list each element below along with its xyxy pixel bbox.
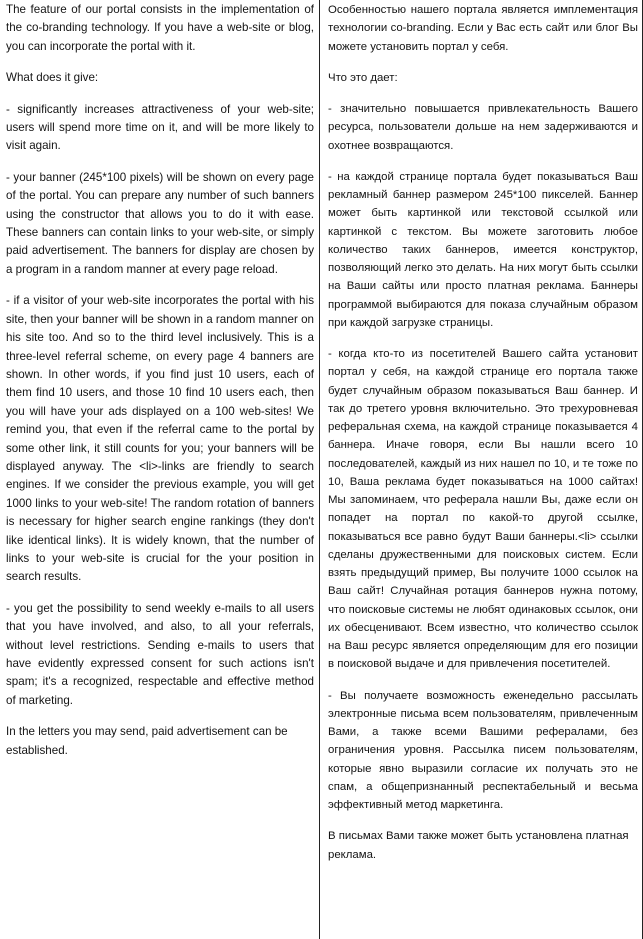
english-column [0, 0, 320, 939]
en-paragraph-emails: - you get the possibility to send weekly e-mails to all users that you have involved, and also, to all your referrals, without level restrictions. Sending e-mails to users that have evidently expressed consent for such actions isn't spam; it's a recognized, respectable and effective method of marketing. [6, 601, 314, 707]
ru-paragraph-letters: В письмах Вами также может быть установлена платная реклама. [328, 830, 629, 861]
en-paragraph-question: What does it give: [6, 71, 99, 85]
en-paragraph-referral: - if a visitor of your web-site incorporates the portal with his site, then your banner will be shown in a random manner on his site too. And so to the third level inclusively. This is a three-level referral scheme, on every page 4 banners are shown. In other words, if you find just 10 users, each of them find 10 users, and those 10 find 10 users each, then you will have your ads displayed on a 100 web-sites! We remind you, that even if the referral came to the portal by some other link, it still counts for you; your banners will be displayed anyway. The <li>-links are friendly to search engines. If we consider the previous example, you will get 1000 links to your web-site! The random rotation of banners is necessary for higher search engine rankings (they don't like identical links). It is widely known, that the number of links to your web-site is crucial for the your position in search results. [6, 294, 314, 584]
column-divider [319, 0, 320, 939]
ru-paragraph-banner: - на каждой странице портала будет показываться Ваш рекламный баннер размером 245*100 пикселей. Баннер может быть картинкой или текстовой ссылкой или картинкой с текстом. Вы можете заготовить любое количество таких баннеров, имеется конструктор, позволяющий легко это делать. На них могут быть ссылки на Ваши сайты или просто платная реклама. Баннеры программой выбираются для показа случайным образом при каждой загрузке страницы. [328, 170, 638, 329]
ru-paragraph-question: Что это дает: [328, 71, 398, 84]
en-paragraph-intro: The feature of our portal consists in the implementation of the co-branding technology. If you have a web-site or blog, you can incorporate the portal with it. [6, 3, 314, 53]
ru-paragraph-attractiveness: - значительно повышается привлекательность Вашего ресурса, пользователи дольше на нем задерживаются и охотнее возвращаются. [328, 103, 638, 152]
russian-column [320, 0, 643, 939]
en-paragraph-letters: In the letters you may send, paid advertisement can be established. [6, 725, 288, 757]
en-paragraph-attractiveness: - significantly increases attractiveness of your web-site; users will spend more time on it, and will be more likely to visit again. [6, 102, 314, 153]
ru-paragraph-referral: - когда кто-то из посетителей Вашего сайта установит портал у себя, на каждой странице его портала также будет случайным образом показываться Ваш баннер. И так до третего уровня включительно. Это трехуровневая реферальная схема, на каждой странице показывается 4 баннера. Иначе говоря, если Вы нашли всего 10 последователей, каждый из них нашел по 10, и те тоже по 10, Ваша реклама будет показываться на 1000 сайтах! Мы запоминаем, что реферала нашли Вы, даже если он попадет на портал по какой-то другой ссылке, показываться все равно будут Ваши баннеры.<li> ссылки сделаны дружественными для поисковых систем. Если взять предыдущий пример, Вы получите 1000 ссылок на Ваш сайт! Случайная ротация баннеров нужна потому, что поисковые системы не любят одинаковых ссылок, они их обесценивают. Всем известно, что количество ссылок на Ваш ресурс является определяющим для его позиции в поисковой выдаче и для привлечения посетителей. [328, 348, 638, 671]
ru-paragraph-intro: Особенностью нашего портала является имплементация технологии co-branding. Если у Вас есть сайт или блог Вы можете установить портал у себя. [328, 4, 638, 53]
en-paragraph-banner: - your banner (245*100 pixels) will be shown on every page of the portal. You can prepare any number of such banners using the constructor that allows you to do it with ease. These banners can contain links to your web-site, or simply paid advertisement. The banners for display are chosen by a program in a random manner at every page reload. [6, 170, 314, 276]
ru-paragraph-emails: - Вы получаете возможность еженедельно рассылать электронные письма всем пользователям, привлеченным Вами, а также всеми Вашими рефералами, без ограничения уровня. Рассылка писем пользователям, которые явно выразили согласие их получать это не спам, а общепризнанный респектабельный и весьма эффективный метод маркетинга. [328, 689, 638, 811]
